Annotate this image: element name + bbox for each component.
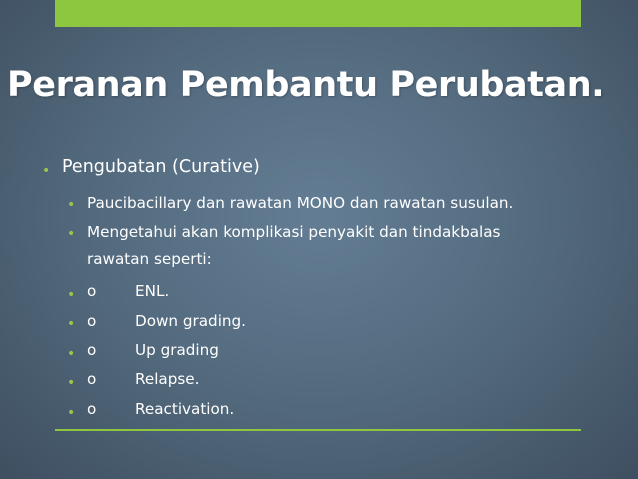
bullet-icon: •	[67, 287, 76, 303]
level2-item-up-grading: Up grading	[135, 341, 219, 359]
bullet-icon: •	[42, 163, 51, 179]
list-marker: o	[87, 282, 97, 300]
level2-item-enl: ENL.	[135, 282, 170, 300]
level2-item-komplikasi-line1: Mengetahui akan komplikasi penyakit dan tindakbalas	[87, 223, 501, 241]
level2-item-paucibacillary: Paucibacillary dan rawatan MONO dan rawatan susulan.	[87, 194, 514, 212]
bullet-icon: •	[67, 197, 76, 213]
level2-item-down-grading: Down grading.	[135, 312, 247, 330]
level2-item-relapse: Relapse.	[135, 370, 200, 388]
list-marker: o	[87, 341, 97, 359]
level1-item-pengubatan: Pengubatan (Curative)	[62, 157, 260, 177]
bullet-icon: •	[67, 316, 76, 332]
bullet-icon: •	[67, 375, 76, 391]
list-marker: o	[87, 312, 97, 330]
level2-item-reactivation: Reactivation.	[135, 400, 235, 418]
bullet-icon: •	[67, 405, 76, 421]
bullet-icon: •	[67, 226, 76, 242]
slide-title: Peranan Pembantu Perubatan.	[7, 65, 605, 105]
list-marker: o	[87, 400, 97, 418]
bullet-icon: •	[67, 346, 76, 362]
level2-item-komplikasi-line2: rawatan seperti:	[87, 250, 212, 268]
list-marker: o	[87, 370, 97, 388]
bottom-accent-line	[55, 429, 581, 431]
